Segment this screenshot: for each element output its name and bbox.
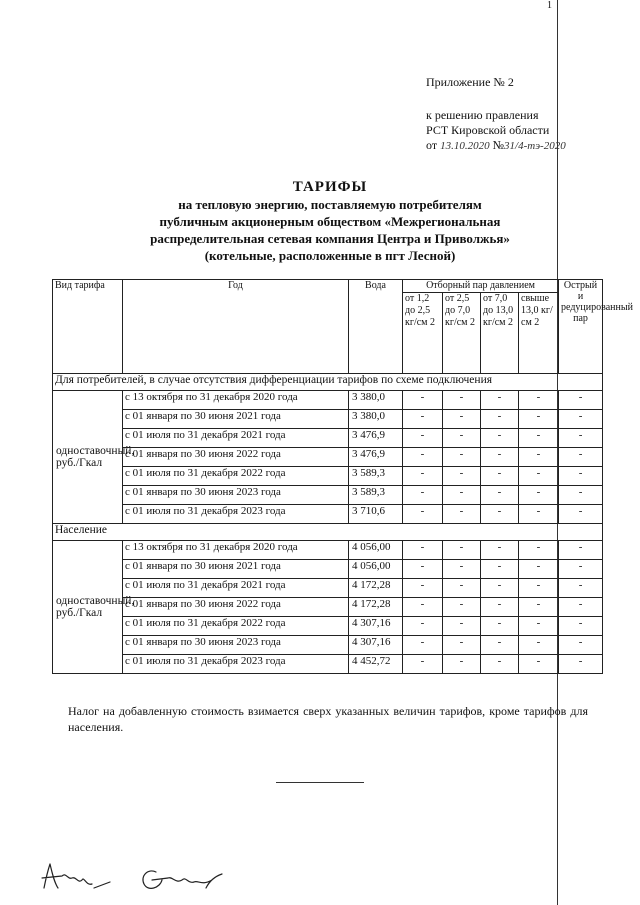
table-row xyxy=(53,467,603,486)
header-year: Год xyxy=(123,280,349,374)
header-tariff-type: Вид тарифа xyxy=(53,280,123,374)
dash-cell: - xyxy=(559,617,603,636)
dash-cell: - xyxy=(559,448,603,467)
period-cell: с 01 июля по 31 декабря 2023 года xyxy=(123,655,349,674)
dash-cell: - xyxy=(559,505,603,524)
decision-block xyxy=(426,108,566,154)
dash-cell: - xyxy=(481,636,519,655)
tariff-table xyxy=(52,279,633,674)
dash-cell: - xyxy=(519,505,559,524)
subtitle-line-2: публичным акционерным обществом «Межрегиональная xyxy=(159,214,501,229)
dash-cell: - xyxy=(403,448,443,467)
dash-cell: - xyxy=(519,541,559,560)
table-row xyxy=(53,636,603,655)
table-row xyxy=(53,560,603,579)
decision-line-2: РСТ Кировской области xyxy=(426,123,550,137)
dash-cell: - xyxy=(443,541,481,560)
date-prefix: от xyxy=(426,138,438,152)
period-cell: с 01 июля по 31 декабря 2022 года xyxy=(123,617,349,636)
document-title: ТАРИФЫ xyxy=(292,179,368,195)
handwritten-date: 13.10.2020 xyxy=(440,140,490,152)
dash-cell: - xyxy=(481,391,519,410)
period-cell: с 13 октября по 31 декабря 2020 года xyxy=(123,541,349,560)
water-cell: 4 172,28 xyxy=(349,598,403,617)
period-cell: с 01 января по 30 июня 2021 года xyxy=(123,410,349,429)
period-cell: с 13 октября по 31 декабря 2020 года xyxy=(123,391,349,410)
period-cell: с 01 июля по 31 декабря 2021 года xyxy=(123,579,349,598)
dash-cell: - xyxy=(403,655,443,674)
water-cell: 4 307,16 xyxy=(349,617,403,636)
dash-cell: - xyxy=(443,617,481,636)
dash-cell: - xyxy=(481,617,519,636)
period-cell: с 01 июля по 31 декабря 2022 года xyxy=(123,467,349,486)
header-pressure-3: от 7,0 до 13,0 кг/см 2 xyxy=(481,293,519,374)
dash-cell: - xyxy=(403,486,443,505)
dash-cell: - xyxy=(403,598,443,617)
dash-cell: - xyxy=(481,541,519,560)
subtitle-line-1: на тепловую энергию, поставляемую потребителям xyxy=(178,197,482,212)
dash-cell: - xyxy=(443,598,481,617)
table-row xyxy=(53,655,603,674)
dash-cell: - xyxy=(443,410,481,429)
period-cell: с 01 января по 30 июня 2021 года xyxy=(123,560,349,579)
dash-cell: - xyxy=(559,598,603,617)
dash-cell: - xyxy=(481,410,519,429)
period-cell: с 01 июля по 31 декабря 2023 года xyxy=(123,505,349,524)
dash-cell: - xyxy=(481,486,519,505)
header-sharp-steam: Острый и редуцированный пар xyxy=(559,280,603,374)
table-row xyxy=(53,410,603,429)
subtitle-line-3: распределительная сетевая компания Центра и Приволжья» xyxy=(150,231,510,246)
dash-cell: - xyxy=(443,636,481,655)
dash-cell: - xyxy=(519,579,559,598)
water-cell: 4 056,00 xyxy=(349,541,403,560)
period-cell: с 01 января по 30 июня 2023 года xyxy=(123,486,349,505)
separator-line xyxy=(276,782,364,783)
dash-cell: - xyxy=(519,486,559,505)
water-cell: 4 172,28 xyxy=(349,579,403,598)
dash-cell: - xyxy=(559,636,603,655)
dash-cell: - xyxy=(443,391,481,410)
dash-cell: - xyxy=(559,560,603,579)
table-row xyxy=(53,391,603,410)
vat-note: Налог на добавленную стоимость взимается сверх указанных величин тарифов, кроме тарифов для населения. xyxy=(68,704,588,734)
dash-cell: - xyxy=(443,505,481,524)
number-prefix: № xyxy=(492,138,505,152)
section-title-population: Население xyxy=(53,524,603,541)
dash-cell: - xyxy=(559,391,603,410)
header-water: Вода xyxy=(349,280,403,374)
dash-cell: - xyxy=(403,429,443,448)
water-cell: 3 476,9 xyxy=(349,448,403,467)
tariff-name-population: одноставочный, руб./Гкал xyxy=(53,541,123,674)
dash-cell: - xyxy=(519,429,559,448)
dash-cell: - xyxy=(519,636,559,655)
dash-cell: - xyxy=(481,598,519,617)
table-row xyxy=(53,579,603,598)
dash-cell: - xyxy=(403,560,443,579)
subtitle-line-4: (котельные, расположенные в пгт Лесной) xyxy=(204,248,456,263)
dash-cell: - xyxy=(519,617,559,636)
dash-cell: - xyxy=(559,655,603,674)
table-row xyxy=(53,598,603,617)
dash-cell: - xyxy=(481,448,519,467)
dash-cell: - xyxy=(481,467,519,486)
water-cell: 3 380,0 xyxy=(349,391,403,410)
water-cell: 3 380,0 xyxy=(349,410,403,429)
water-cell: 4 056,00 xyxy=(349,560,403,579)
water-cell: 4 452,72 xyxy=(349,655,403,674)
dash-cell: - xyxy=(519,410,559,429)
dash-cell: - xyxy=(519,391,559,410)
period-cell: с 01 января по 30 июня 2023 года xyxy=(123,636,349,655)
dash-cell: - xyxy=(481,560,519,579)
water-cell: 4 307,16 xyxy=(349,636,403,655)
dash-cell: - xyxy=(403,636,443,655)
handwritten-signatures xyxy=(36,858,236,898)
dash-cell: - xyxy=(519,448,559,467)
dash-cell: - xyxy=(403,617,443,636)
dash-cell: - xyxy=(403,467,443,486)
dash-cell: - xyxy=(403,410,443,429)
header-pressure-1: от 1,2 до 2,5 кг/см 2 xyxy=(403,293,443,374)
table-row xyxy=(53,429,603,448)
handwritten-number: 31/4-тэ-2020 xyxy=(504,140,566,152)
dash-cell: - xyxy=(403,505,443,524)
dash-cell: - xyxy=(481,429,519,448)
table-row xyxy=(53,541,603,560)
dash-cell: - xyxy=(403,391,443,410)
dash-cell: - xyxy=(403,579,443,598)
dash-cell: - xyxy=(559,410,603,429)
table-row xyxy=(53,448,603,467)
tariff-name-general: одноставочный, руб./Гкал xyxy=(53,391,123,524)
dash-cell: - xyxy=(559,579,603,598)
water-cell: 3 476,9 xyxy=(349,429,403,448)
dash-cell: - xyxy=(443,486,481,505)
period-cell: с 01 января по 30 июня 2022 года xyxy=(123,448,349,467)
header-pressure-4: свыше 13,0 кг/см 2 xyxy=(519,293,559,374)
dash-cell: - xyxy=(443,467,481,486)
dash-cell: - xyxy=(559,429,603,448)
table-row xyxy=(53,505,603,524)
decision-line-3 xyxy=(426,138,566,154)
dash-cell: - xyxy=(443,560,481,579)
header-steam: Отборный пар давлением xyxy=(403,280,559,293)
dash-cell: - xyxy=(559,541,603,560)
period-cell: с 01 января по 30 июня 2022 года xyxy=(123,598,349,617)
dash-cell: - xyxy=(519,655,559,674)
decision-line-1: к решению правления xyxy=(426,108,539,122)
dash-cell: - xyxy=(559,467,603,486)
dash-cell: - xyxy=(443,655,481,674)
dash-cell: - xyxy=(519,598,559,617)
section-title-general: Для потребителей, в случае отсутствия дифференциации тарифов по схеме подключения xyxy=(53,374,603,391)
dash-cell: - xyxy=(481,505,519,524)
document-title-block xyxy=(60,178,600,264)
dash-cell: - xyxy=(481,655,519,674)
dash-cell: - xyxy=(443,579,481,598)
water-cell: 3 589,3 xyxy=(349,486,403,505)
water-cell: 3 589,3 xyxy=(349,467,403,486)
dash-cell: - xyxy=(443,429,481,448)
table-row xyxy=(53,617,603,636)
corner-mark: 1 xyxy=(547,0,552,11)
dash-cell: - xyxy=(559,486,603,505)
dash-cell: - xyxy=(481,579,519,598)
dash-cell: - xyxy=(519,560,559,579)
appendix-label: Приложение № 2 xyxy=(426,75,514,89)
water-cell: 3 710,6 xyxy=(349,505,403,524)
period-cell: с 01 июля по 31 декабря 2021 года xyxy=(123,429,349,448)
dash-cell: - xyxy=(519,467,559,486)
dash-cell: - xyxy=(443,448,481,467)
table-row xyxy=(53,486,603,505)
header-pressure-2: от 2,5 до 7,0 кг/см 2 xyxy=(443,293,481,374)
dash-cell: - xyxy=(403,541,443,560)
